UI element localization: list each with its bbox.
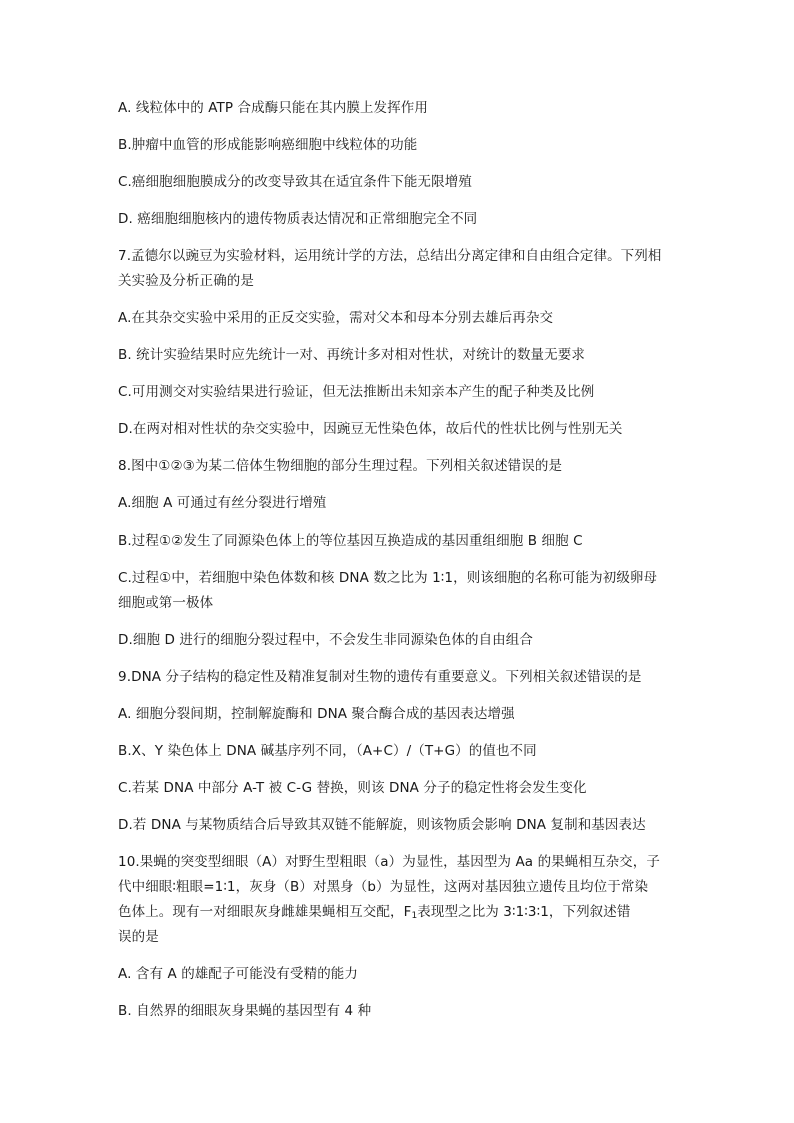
question-7-stem-line1: 7.孟德尔以豌豆为实验材料，运用统计学的方法，总结出分离定律和自由组合定律。下列相 bbox=[118, 248, 662, 264]
option-6c: C.癌细胞细胞膜成分的改变导致其在适宜条件下能无限增殖 bbox=[118, 174, 472, 190]
option-8c-line1: C.过程①中，若细胞中染色体数和核 DNA 数之比为 1∶1，则该细胞的名称可能为初级卵母 bbox=[118, 570, 658, 586]
question-7-stem-line2: 关实验及分析正确的是 bbox=[118, 273, 254, 289]
question-10-stem-line2: 代中细眼∶粗眼=1∶1，灰身（B）对黑身（b）为显性，这两对基因独立遗传且均位于常染 bbox=[118, 879, 649, 895]
option-6d: D. 癌细胞细胞核内的遗传物质表达情况和正常细胞完全不同 bbox=[118, 211, 478, 227]
option-9b: B.X、Y 染色体上 DNA 碱基序列不同，（A+C）/（T+G）的值也不同 bbox=[118, 743, 537, 759]
option-7b: B. 统计实验结果时应先统计一对、再统计多对相对性状，对统计的数量无要求 bbox=[118, 347, 585, 363]
option-8c-line2: 细胞或第一极体 bbox=[118, 595, 214, 611]
option-8a: A.细胞 A 可通过有丝分裂进行增殖 bbox=[118, 495, 327, 511]
option-6a: A. 线粒体中的 ATP 合成酶只能在其内膜上发挥作用 bbox=[118, 100, 428, 116]
option-8d: D.细胞 D 进行的细胞分裂过程中，不会发生非同源染色体的自由组合 bbox=[118, 632, 533, 648]
option-9d: D.若 DNA 与某物质结合后导致其双链不能解旋，则该物质会影响 DNA 复制和基因表达 bbox=[118, 817, 646, 833]
option-7c: C.可用测交对实验结果进行验证，但无法推断出未知亲本产生的配子种类及比例 bbox=[118, 384, 595, 400]
option-8b: B.过程①②发生了同源染色体上的等位基因互换造成的基因重组细胞 B 细胞 C bbox=[118, 533, 583, 549]
stem-text: 色体上。现有一对细眼灰身雌雄果蝇相互交配，F bbox=[118, 904, 412, 920]
stem-text-cont: 表现型之比为 3∶1∶3∶1，下列叙述错 bbox=[417, 904, 631, 920]
option-7a: A.在其杂交实验中采用的正反交实验，需对父本和母本分别去雄后再杂交 bbox=[118, 310, 554, 326]
question-10-stem-line4: 误的是 bbox=[118, 929, 159, 945]
question-10-stem-line1: 10.果蝇的突变型细眼（A）对野生型粗眼（a）为显性，基因型为 Aa 的果蝇相互杂交，子 bbox=[118, 854, 660, 870]
option-6b: B.肿瘤中血管的形成能影响癌细胞中线粒体的功能 bbox=[118, 137, 418, 153]
option-9c: C.若某 DNA 中部分 A-T 被 C-G 替换，则该 DNA 分子的稳定性将会发生变化 bbox=[118, 780, 587, 796]
subscript-1: 1 bbox=[411, 911, 418, 921]
option-9a: A. 细胞分裂间期，控制解旋酶和 DNA 聚合酶合成的基因表达增强 bbox=[118, 706, 515, 722]
option-10b: B. 自然界的细眼灰身果蝇的基因型有 4 种 bbox=[118, 1003, 372, 1019]
question-9-stem: 9.DNA 分子结构的稳定性及精准复制对生物的遗传有重要意义。下列相关叙述错误的是 bbox=[118, 669, 642, 685]
question-10-stem-line3 bbox=[118, 901, 678, 923]
option-10a: A. 含有 A 的雄配子可能没有受精的能力 bbox=[118, 966, 358, 982]
option-7d: D.在两对相对性状的杂交实验中，因豌豆无性染色体，故后代的性状比例与性别无关 bbox=[118, 421, 623, 437]
question-8-stem: 8.图中①②③为某二倍体生物细胞的部分生理过程。下列相关叙述错误的是 bbox=[118, 458, 563, 474]
